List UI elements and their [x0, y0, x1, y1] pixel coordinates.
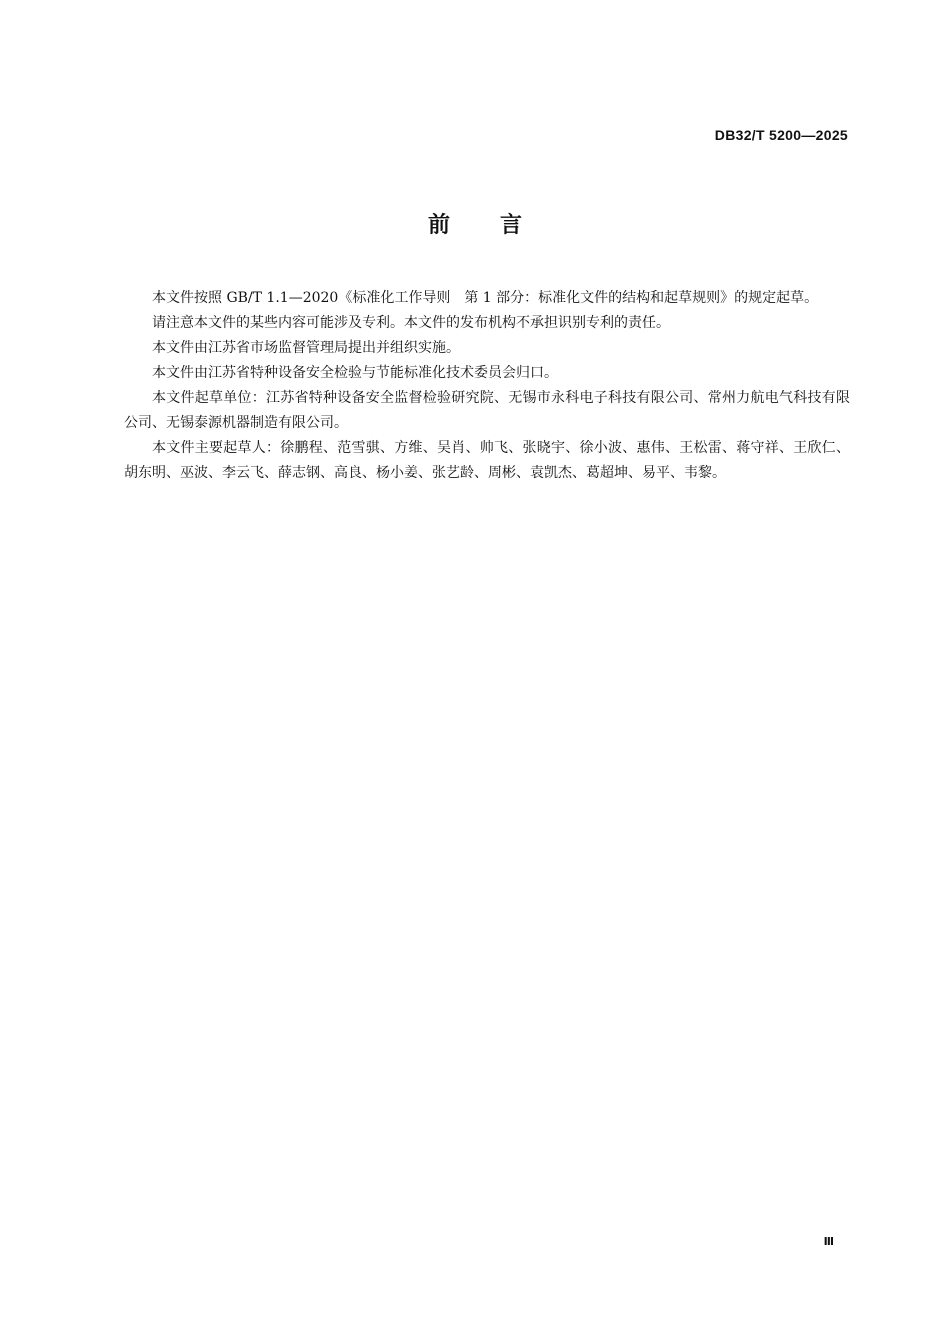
- page-number: Ⅲ: [823, 1235, 834, 1248]
- paragraph-proposer: 本文件由江苏省市场监督管理局提出并组织实施。: [152, 340, 460, 356]
- document-code: DB32/T 5200—2025: [714, 127, 848, 143]
- paragraph-committee: 本文件由江苏省特种设备安全检验与节能标准化技术委员会归口。: [152, 365, 558, 381]
- paragraph-drafting-units: 本文件起草单位：江苏省特种设备安全监督检验研究院、无锡市永科电子科技有限公司、常州力航电气科技有限公司、无锡泰源机器制造有限公司。: [124, 390, 850, 431]
- page-title: 前言: [427, 213, 572, 238]
- paragraph-patent-notice: 请注意本文件的某些内容可能涉及专利。本文件的发布机构不承担识别专利的责任。: [152, 315, 670, 331]
- paragraph-drafting-basis: 本文件按照 GB/T 1.1—2020《标准化工作导则 第 1 部分：标准化文件的结构和起草规则》的规定起草。: [152, 290, 819, 306]
- paragraph-drafters: 本文件主要起草人：徐鹏程、范雪骐、方维、吴肖、帅飞、张晓宇、徐小波、惠伟、王松雷、蒋守祥、王欣仁、胡东明、巫波、李云飞、薛志钢、高良、杨小姜、张艺龄、周彬、袁凯杰、葛超坤、易平、韦黎。: [124, 440, 850, 481]
- foreword-content: [124, 286, 850, 486]
